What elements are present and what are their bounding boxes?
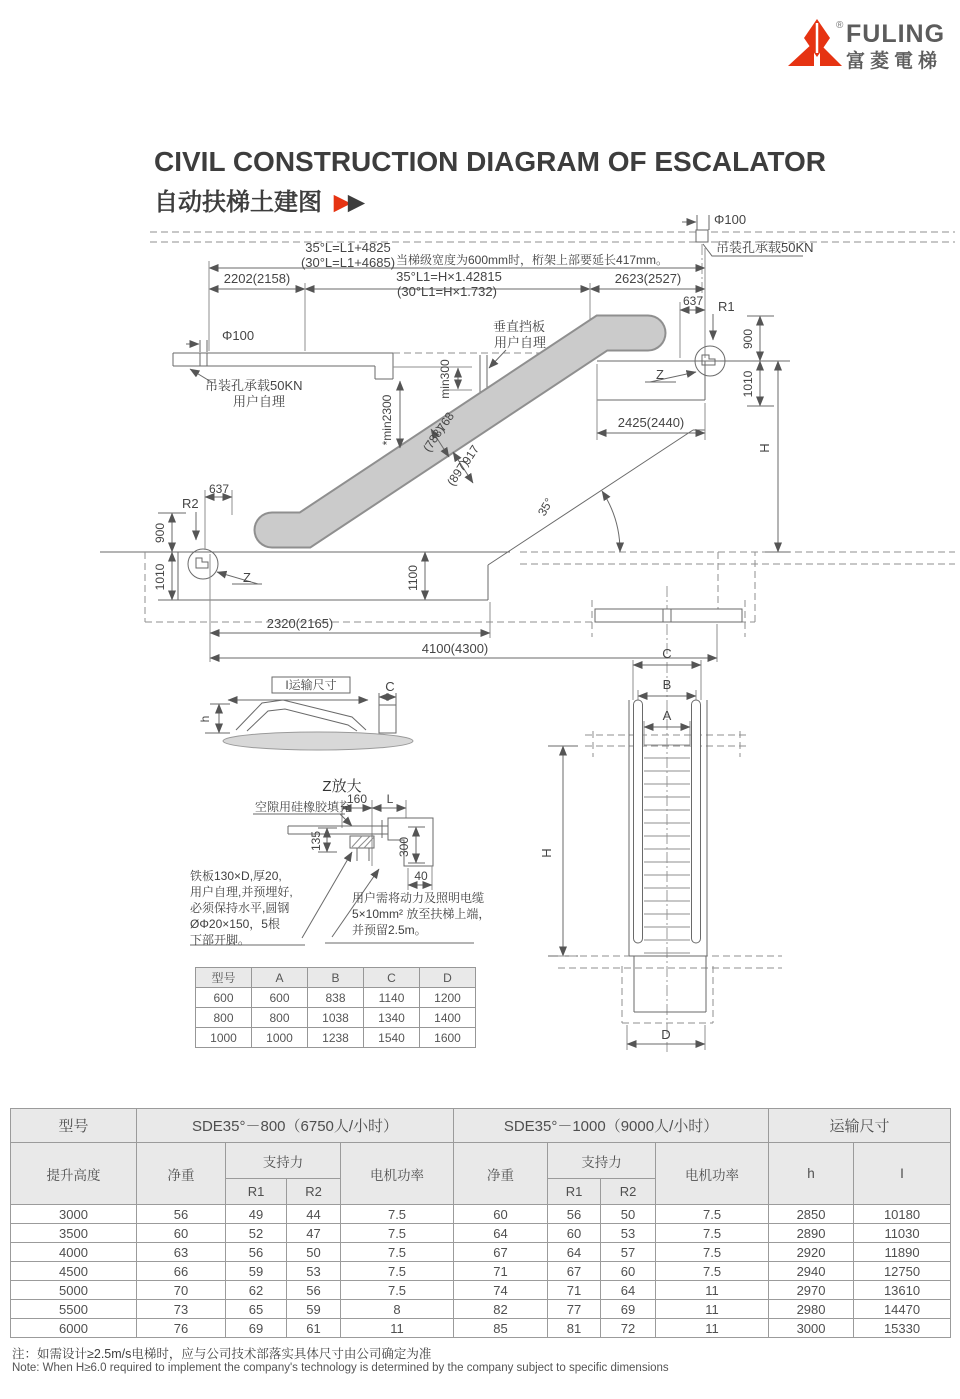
dim-917-label: 917 [459,442,482,468]
formula-l1-30-label: (30°L1=H×1.732) [397,284,497,299]
dim-1100-label: 1100 [406,565,420,591]
cell: 71 [548,1281,601,1300]
cell: 69 [601,1300,656,1319]
r1-label: R1 [718,299,735,314]
cell: 5000 [11,1281,137,1300]
spec-table-row [11,1319,951,1338]
spec-table-group-row [11,1109,951,1143]
spec-header-sde800: SDE35°－800（6750人/小时） [137,1109,454,1143]
cell: 67 [454,1243,548,1262]
spec-header-support: 支持力 [548,1143,656,1179]
incline-angle [602,491,620,552]
spec-table-row [11,1281,951,1300]
transport-label: I运输尺寸 [285,678,337,692]
plate-note-line: 下部开脚。 [190,933,251,947]
spec-header-support: 支持力 [226,1143,341,1179]
cell: 60 [601,1262,656,1281]
cell: 838 [308,988,364,1008]
left-landing-dims [158,490,717,662]
cell: 3500 [11,1224,137,1243]
spec-header-model: 型号 [11,1109,137,1143]
formula-l30-label: (30°L=L1+4685) [300,255,396,270]
spec-header-power: 电机功率 [341,1143,454,1205]
spec-header-transport: 运输尺寸 [769,1109,951,1143]
cell: 73 [137,1300,226,1319]
transport-h-label: h [198,715,212,723]
dim-min300-label: min300 [438,359,452,399]
page-title-cn-text: 自动扶梯土建图 [154,189,322,216]
size-table-header: D [420,968,476,988]
r2-label: R2 [182,496,199,511]
cell: 11 [656,1300,769,1319]
title-arrow-dark-icon: ▶ [348,191,365,214]
spec-header-weight: 净重 [137,1143,226,1205]
plan-a-label: A [662,708,672,723]
cell: 69 [226,1319,287,1338]
step-width-note: 当梯级宽度为600mm时，桁架上部要延长417mm。 [396,253,669,267]
cell: 600 [252,988,308,1008]
cell: 5500 [11,1300,137,1319]
dim-1010-right-label: 1010 [741,370,755,398]
plan-h-label: H [539,848,554,858]
spec-header-r1: R1 [226,1179,287,1205]
plan-c-label: C [662,646,672,661]
spec-table-header-row [11,1143,951,1179]
cell: 53 [287,1262,341,1281]
cell: 7.5 [341,1281,454,1300]
cell: 50 [287,1243,341,1262]
cell: 82 [454,1300,548,1319]
dim-900-left-label: 900 [153,522,167,544]
cell: 7.5 [341,1224,454,1243]
cell: 2980 [769,1300,854,1319]
dim-768-label: 768 [434,409,457,435]
spec-table-row [11,1205,951,1224]
z-right-label: Z [656,367,664,382]
cell: 56 [287,1281,341,1300]
cell: 52 [226,1224,287,1243]
title-arrow-red-icon: ▶ [334,191,351,214]
cell: 76 [137,1319,226,1338]
cell: 1238 [308,1028,364,1048]
size-table-row [196,988,476,1008]
cell: 60 [454,1205,548,1224]
spec-table-row [11,1262,951,1281]
cell: 800 [196,1008,252,1028]
phi100-top-label: Φ100 [714,212,747,227]
cell: 1000 [196,1028,252,1048]
cell: 81 [548,1319,601,1338]
cell: 64 [601,1281,656,1300]
cell: 11 [341,1319,454,1338]
cell: 56 [548,1205,601,1224]
cell: 1140 [364,988,420,1008]
cell: 7.5 [341,1205,454,1224]
formula-l35-label: 35°L=L1+4825 [305,240,391,255]
dim-900-right-label: 900 [741,328,755,350]
cell: 3000 [769,1319,854,1338]
cell: 71 [454,1262,548,1281]
cell: 10180 [854,1205,951,1224]
dim-2320-label: 2320(2165) [266,616,334,631]
cell: 4000 [11,1243,137,1262]
plate-note-line: 用户自理,并预埋好, [190,885,293,899]
cell: 59 [287,1300,341,1319]
spec-header-r1: R1 [548,1179,601,1205]
cell: 4500 [11,1262,137,1281]
cell: 66 [137,1262,226,1281]
cell: 50 [601,1205,656,1224]
cell: 2940 [769,1262,854,1281]
hoist-top-label: 吊装孔承载50KN [716,240,814,255]
cell: 8 [341,1300,454,1319]
spec-table-row [11,1300,951,1319]
z-dim-135-label: 135 [309,830,323,852]
z-left-label: Z [243,570,251,585]
cell: 59 [226,1262,287,1281]
z-dim-l-label: L [386,792,394,806]
angle-35-label: 35° [534,495,557,519]
cell: 62 [226,1281,287,1300]
cell: 7.5 [656,1262,769,1281]
cell: 1340 [364,1008,420,1028]
cell: 11030 [854,1224,951,1243]
spec-header-weight: 净重 [454,1143,548,1205]
size-table-header-row [196,968,476,988]
size-table-header: A [252,968,308,988]
plan-b-label: B [662,677,672,692]
spec-header-sde1000: SDE35°－1000（9000人/小时） [454,1109,769,1143]
spec-header-height: 提升高度 [11,1143,137,1205]
cell: 77 [548,1300,601,1319]
cell: 64 [548,1243,601,1262]
cell: 2890 [769,1224,854,1243]
logo-brand-cn-text: 富菱電梯 [846,51,943,72]
transport-c-label: C [385,679,395,694]
cable-note-line: 用户需将动力及照明电缆 [352,891,485,905]
size-table-row [196,1008,476,1028]
dim-4100-label: 4100(4300) [421,641,489,656]
size-table-header: 型号 [196,968,252,988]
plate-note [190,868,325,948]
cell: 53 [601,1224,656,1243]
baffle-label-2: 用户自理 [493,335,547,350]
spec-header-r2: R2 [287,1179,341,1205]
phi100-left-label: Φ100 [222,328,255,343]
cell: 63 [137,1243,226,1262]
cell: 1038 [308,1008,364,1028]
dim-637-top-label: 637 [682,294,704,308]
cable-note-line: 并预留2.5m。 [352,923,427,937]
silicone-note-label: 空隙用硅橡胶填充 [255,800,352,814]
cell: 61 [287,1319,341,1338]
plate-note-line: 铁板130×D,厚20, [190,869,282,883]
cell: 600 [196,988,252,1008]
cell: 1400 [420,1008,476,1028]
cell: 47 [287,1224,341,1243]
dim-637-bottom-label: 637 [208,482,230,496]
cell: 7.5 [656,1224,769,1243]
cell: 74 [454,1281,548,1300]
z-dim-300-label: 300 [397,836,411,858]
cell: 56 [137,1205,226,1224]
cell: 2850 [769,1205,854,1224]
cell: 49 [226,1205,287,1224]
cell: 1200 [420,988,476,1008]
escalator-band [272,333,648,530]
cell: 60 [137,1224,226,1243]
spec-header-h: h [769,1143,854,1205]
spec-header-i: I [854,1143,951,1205]
cell: 14470 [854,1300,951,1319]
footer-note-en: Note: When H≥6.0 required to implement the company's technology is determined by the company subject to specific dimensions [12,1362,669,1374]
cell: 11 [656,1281,769,1300]
registered-mark: ® [836,20,844,31]
plate-note-line: 必须保持水平,圆钢 [190,901,290,915]
cell: 57 [601,1243,656,1262]
hoist-left-label-2: 用户自理 [233,394,286,409]
cell: 64 [454,1224,548,1243]
cable-note [352,890,512,938]
cell: 7.5 [341,1243,454,1262]
spec-table-row [11,1224,951,1243]
z-dim-40-label: 40 [414,869,428,883]
cell: 6000 [11,1319,137,1338]
size-table [195,967,476,1048]
spec-table [10,1108,951,1338]
size-table-header: C [364,968,420,988]
page-title-en: CIVIL CONSTRUCTION DIAGRAM OF ESCALATOR [154,146,826,177]
cell: 7.5 [656,1243,769,1262]
cell: 7.5 [341,1262,454,1281]
dim-1010-left-label: 1010 [153,563,167,591]
hoist-left-label-1: 吊装孔承载50KN [205,378,303,393]
cell: 1600 [420,1028,476,1048]
footer-note-cn: 注：如需设计≥2.5m/s电梯时，应与公司技术部落实具体尺寸由公司确定为准 [12,1347,432,1361]
formula-l1-35-label: 35°L1=H×1.42815 [396,269,502,284]
dim-2425-label: 2425(2440) [617,415,685,430]
cell: 15330 [854,1319,951,1338]
spec-header-power: 电机功率 [656,1143,769,1205]
plate-note-line: ØΦ20×150，5根 [190,917,280,931]
cable-note-line: 5×10mm² 放至扶梯上端， [352,907,491,921]
cell: 13610 [854,1281,951,1300]
cell: 56 [226,1243,287,1262]
logo-brand-text: FULING [846,20,946,48]
z-dim-160-label: 160 [346,792,368,806]
spec-table-row [11,1243,951,1262]
dim-897-label: (897) [444,457,472,489]
cell: 12750 [854,1262,951,1281]
cell: 70 [137,1281,226,1300]
dim-2202-label: 2202(2158) [223,271,291,286]
cell: 2970 [769,1281,854,1300]
dim-788-label: (788) [420,423,448,455]
dim-h-label: H [757,443,772,453]
dim-2623-label: 2623(2527) [614,271,682,286]
cell: 11 [656,1319,769,1338]
cell: 44 [287,1205,341,1224]
cell: 7.5 [656,1205,769,1224]
cell: 60 [548,1224,601,1243]
dim-min2300-label: *min2300 [380,394,394,446]
cell: 3000 [11,1205,137,1224]
spec-header-r2: R2 [601,1179,656,1205]
baffle-label-1: 垂直挡板 [492,319,546,334]
z-detail-title: Z放大 [322,778,362,795]
cell: 1540 [364,1028,420,1048]
plan-d-label: D [661,1027,671,1042]
cell: 2920 [769,1243,854,1262]
cell: 65 [226,1300,287,1319]
cell: 67 [548,1262,601,1281]
cell: 85 [454,1319,548,1338]
cell: 11890 [854,1243,951,1262]
size-table-row [196,1028,476,1048]
cell: 1000 [252,1028,308,1048]
cell: 72 [601,1319,656,1338]
cell: 800 [252,1008,308,1028]
size-table-header: B [308,968,364,988]
